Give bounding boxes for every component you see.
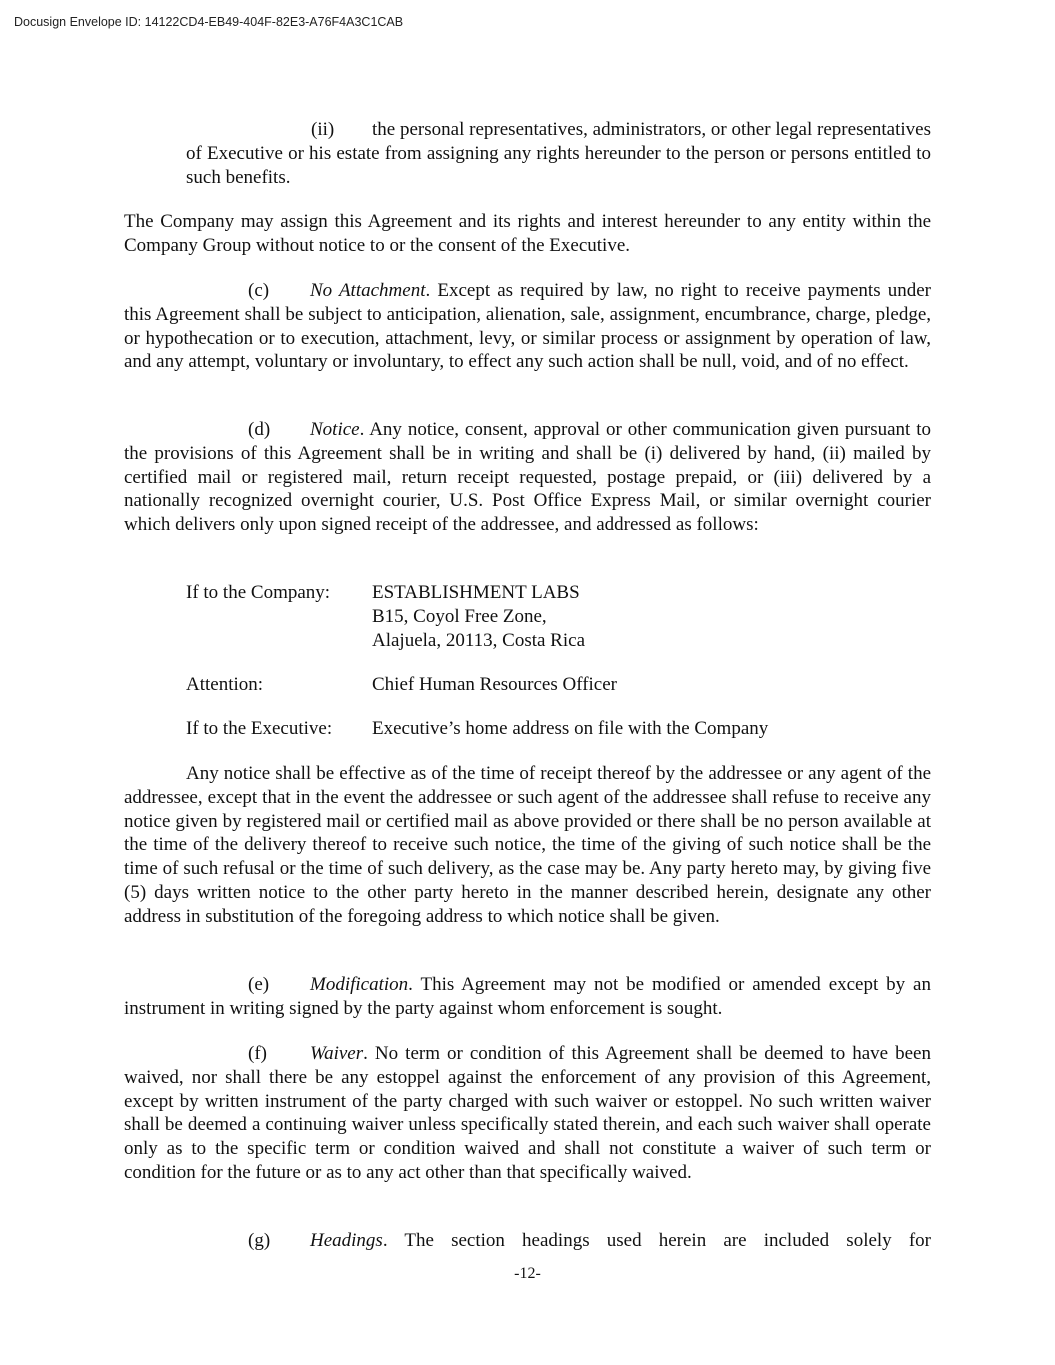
address-label: Attention: <box>186 674 264 695</box>
clause-text: the personal representatives, administrators, or other legal representatives of Executive or his estate from assigning any rights hereunder to the person or persons entitled to such benefits. <box>186 119 931 188</box>
section-c <box>124 279 931 374</box>
section-f <box>124 1042 931 1185</box>
address-label: If to the Company: <box>186 582 331 603</box>
section-heading: Notice <box>310 419 360 440</box>
section-text: . Any notice, consent, approval or other communication given pursuant to the provisions of this Agreement shall be in writing and shall be (i) delivered by hand, (ii) mailed by certified mail or registered mail, return receipt requested, postage prepaid, or (iii) delivered by a nationally recognized overnight courier, U.S. Post Office Express Mail, or similar overnight courier which delivers only upon signed receipt of the addressee, and addressed as follows: <box>124 419 931 536</box>
page-number: -12- <box>514 1265 541 1282</box>
address-line: ESTABLISHMENT LABS <box>372 582 580 603</box>
section-number: (e) <box>248 974 270 995</box>
section-heading: No Attachment <box>310 280 426 301</box>
clause-number: (ii) <box>311 119 335 140</box>
section-text: . This Agreement may not be modified or amended except by an instrument in writing signed by the party against whom enforcement is sought. <box>124 974 931 1019</box>
section-heading: Headings <box>310 1230 383 1251</box>
section-heading: Modification <box>310 974 409 995</box>
section-number: (d) <box>248 419 271 440</box>
section-text: . No term or condition of this Agreement shall be deemed to have been waived, nor shall there be any estoppel against the enforcement of any provision of this Agreement, except by written instrument of the party charged with such waiver or estoppel. No such written waiver shall be deemed a continuing waiver unless specifically stated therein, and each such waiver shall operate only as to the specific term or condition waived and shall not constitute a waiver of such term or condition for the future or as to any act other than that specifically waived. <box>124 1043 931 1183</box>
section-text: . The section headings used herein are included solely for <box>382 1230 931 1251</box>
notice-effective-paragraph: Any notice shall be effective as of the time of receipt thereof by the addressee or any agent of the addressee, except that in the event the addressee or such agent of the addressee shall refuse to receive any notice given by registered mail or certified mail as above provided or there shall be no person available at the time of the delivery thereof to receive such notice, the time of the giving of such notice shall be the time of such refusal or the time of such delivery, as the case may be. Any party hereto may, by giving five (5) days written notice to the other party hereto in the manner described herein, designate any other address in substitution of the foregoing address to which notice shall be given. <box>124 763 931 927</box>
section-text: . Except as required by law, no right to receive payments under this Agreement shall be subject to anticipation, alienation, sale, assignment, encumbrance, charge, pledge, or hypothecation or to execution, attachment, levy, or similar process or assignment by operation of law, and any attempt, voluntary or involuntary, to effect any such action shall be null, void, and of no effect. <box>124 280 931 373</box>
address-line: B15, Coyol Free Zone, <box>372 605 547 627</box>
section-number: (g) <box>248 1230 271 1251</box>
address-label: If to the Executive: <box>186 718 333 739</box>
address-value: Executive’s home address on file with the Company <box>372 718 769 739</box>
section-number: (f) <box>248 1043 267 1064</box>
assign-paragraph: The Company may assign this Agreement and its rights and interest hereunder to any entity within the Company Group without notice to or the consent of the Executive. <box>124 211 931 256</box>
subclause-ii <box>186 118 931 189</box>
section-e <box>124 973 931 1021</box>
address-line: Alajuela, 20113, Costa Rica <box>372 629 585 651</box>
envelope-id: Docusign Envelope ID: 14122CD4-EB49-404F-82E3-A76F4A3C1CAB <box>14 15 404 29</box>
address-value: Chief Human Resources Officer <box>372 674 617 695</box>
section-number: (c) <box>248 280 270 301</box>
section-heading: Waiver <box>310 1043 364 1064</box>
section-d <box>124 418 931 537</box>
section-g <box>124 1229 931 1253</box>
